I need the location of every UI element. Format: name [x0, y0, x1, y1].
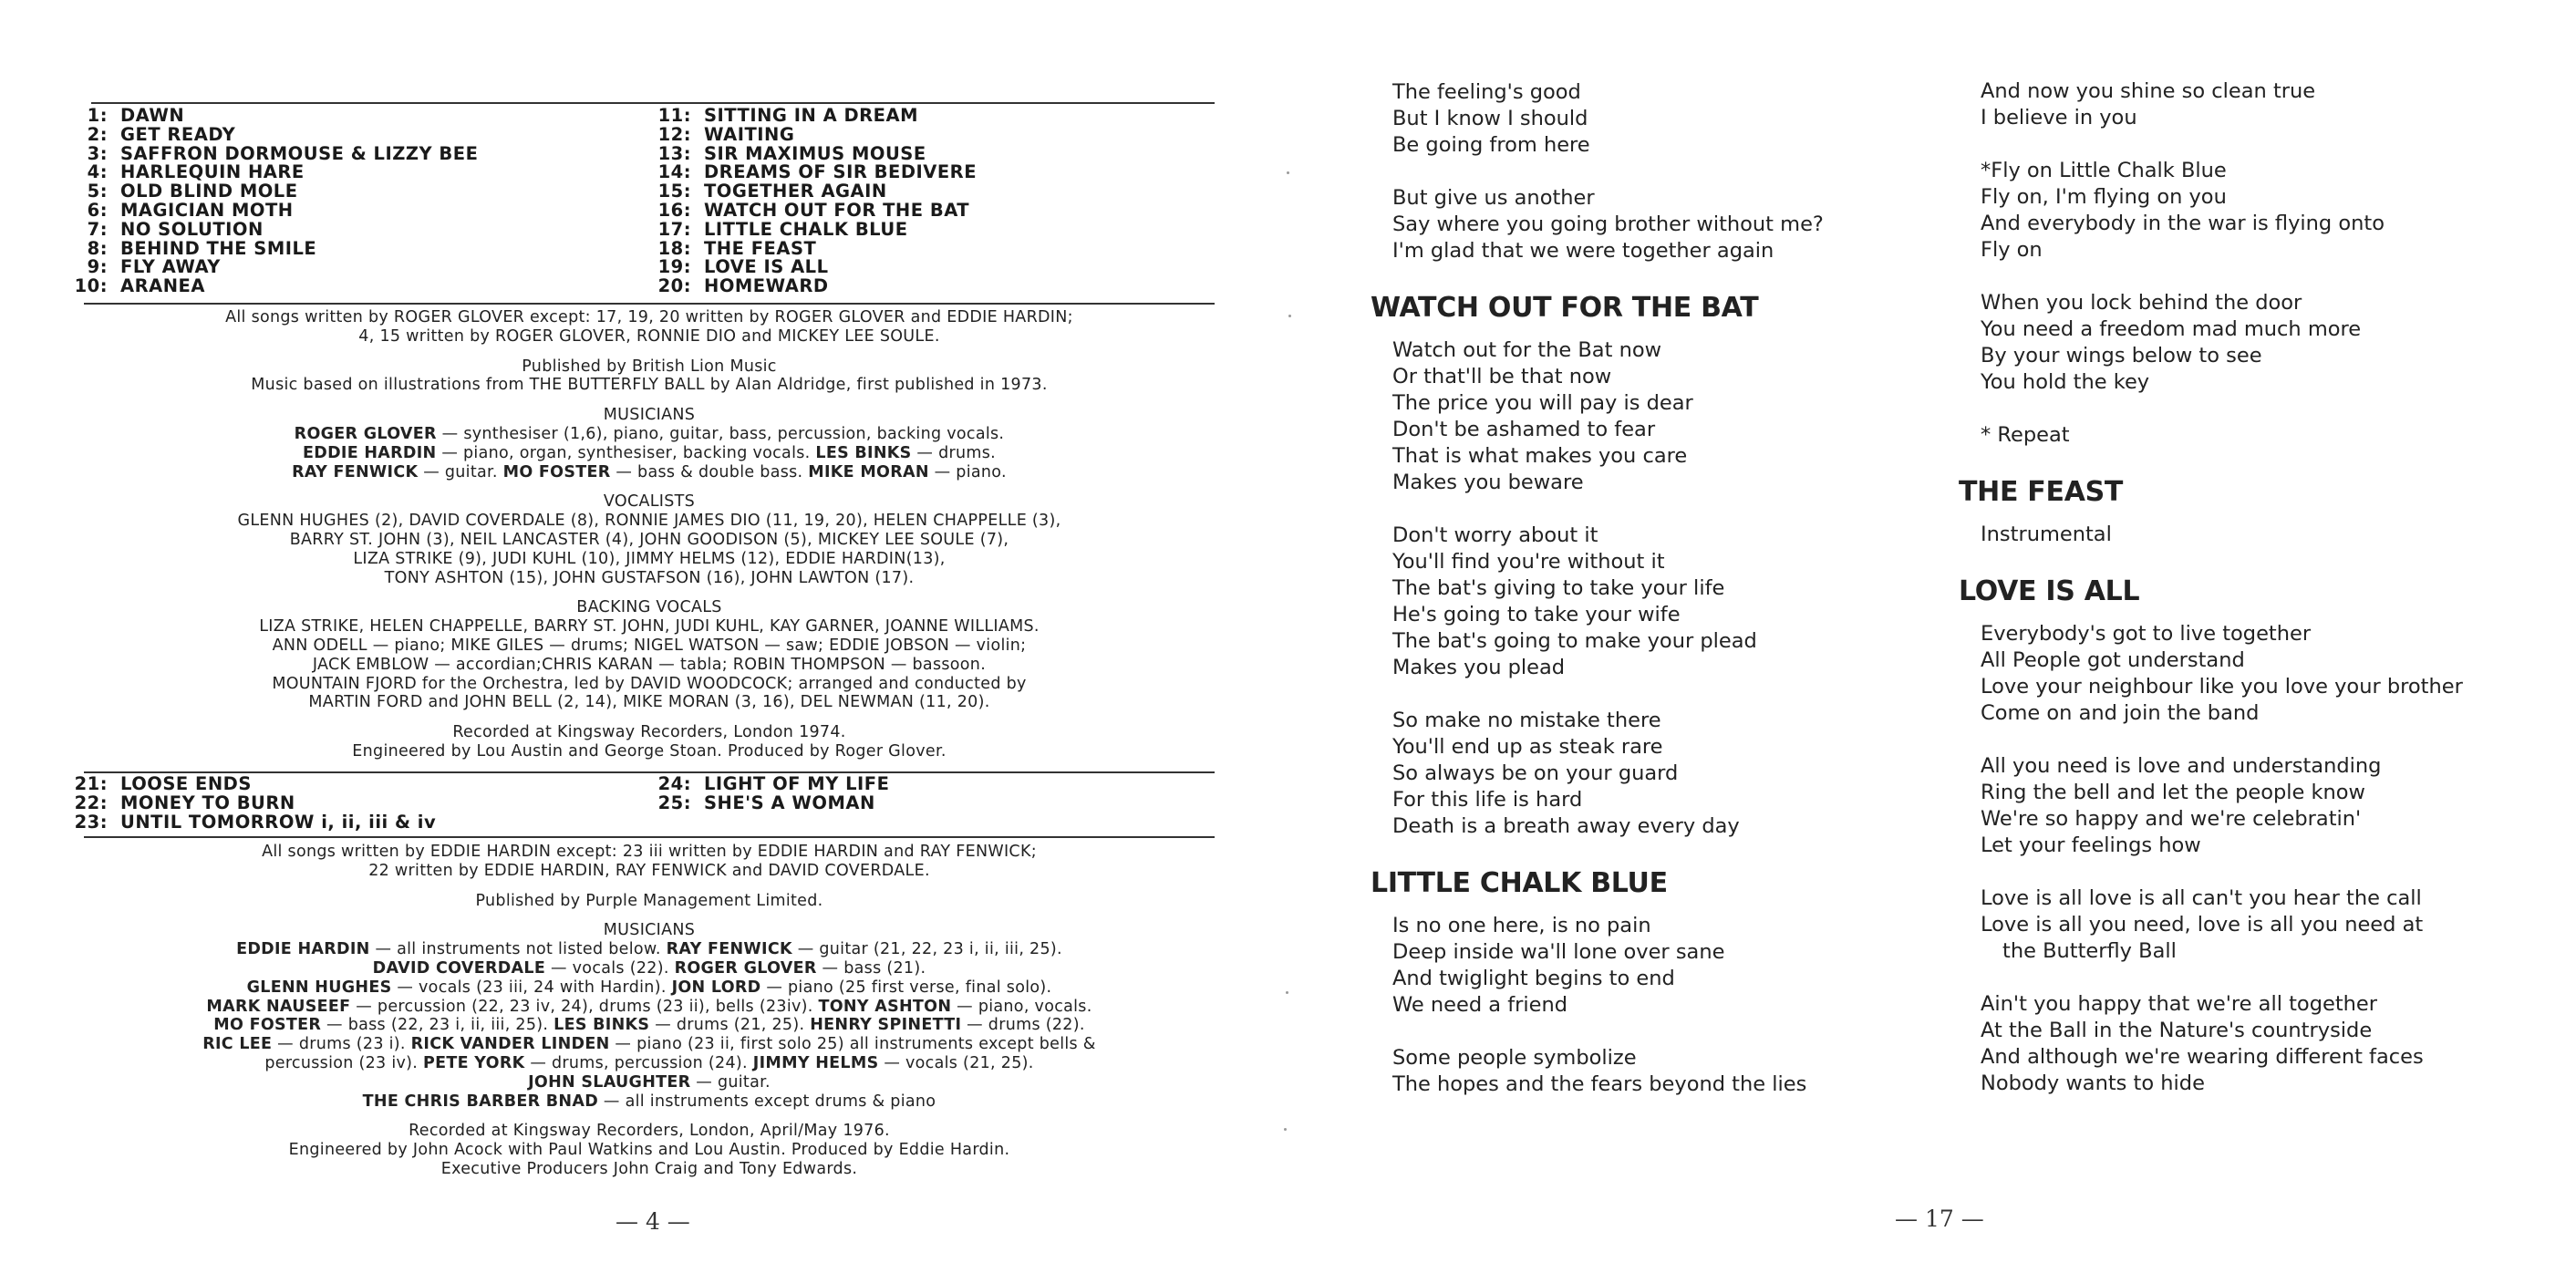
credit-line: [84, 1016, 1215, 1035]
lyric-line: And although we're wearing different faces: [1981, 1045, 2424, 1069]
stanza: [1981, 621, 2463, 727]
credits-1976: [84, 843, 1215, 1179]
musician-name: LES BINKS: [553, 1016, 650, 1035]
credit-line: [84, 978, 1215, 998]
lyric-line: Don't worry about it: [1392, 523, 1598, 547]
musician-name: JON LORD: [671, 978, 761, 997]
lyric-line: Or that'll be that now: [1392, 365, 1612, 388]
track-item: [638, 237, 977, 259]
track-title: WATCH OUT FOR THE BAT: [704, 199, 970, 221]
track-item: [55, 142, 479, 164]
track-item: [638, 107, 977, 126]
musician-role: — bass (22, 23 i, ii, iii, 25).: [321, 1016, 554, 1035]
stanza: [1981, 522, 2463, 548]
musician-role: — vocals (23 iii, 24 with Hardin).: [391, 978, 672, 997]
musician-name: MIKE MORAN: [808, 462, 929, 481]
musician-role: — synthesiser (1,6), piano, guitar, bass, percussion, backing vocals.: [436, 424, 1005, 443]
musicians-list: [84, 940, 1215, 1111]
credit-line: [84, 959, 1215, 978]
lyric-line: Don't be ashamed to fear: [1392, 418, 1656, 441]
musician-name: PETE YORK: [423, 1053, 525, 1072]
musician-role: — drums (23 i).: [272, 1035, 411, 1054]
musician-name: RIC LEE: [202, 1035, 273, 1054]
song-title: LITTLE CHALK BLUE: [1371, 867, 1668, 899]
lyric-line: So make no mistake there: [1392, 709, 1661, 732]
musician-role: percussion (23 iv).: [264, 1053, 424, 1072]
musician-role: — vocals (21, 25).: [878, 1053, 1034, 1072]
lyric-line: For this life is hard: [1392, 788, 1583, 812]
credit-line: [84, 1035, 1215, 1054]
credit-line: [84, 1054, 1215, 1073]
track-title: MONEY TO BURN: [120, 792, 295, 813]
engineered-line: Engineered by John Acock with Paul Watkins and Lou Austin. Produced by Eddie Hardin.: [288, 1141, 1010, 1160]
musician-role: — drums (21, 25).: [649, 1016, 811, 1035]
track-title: LITTLE CHALK BLUE: [704, 218, 908, 240]
lyric-line: I'm glad that we were together again: [1392, 239, 1774, 263]
publisher-line: Published by Purple Management Limited.: [475, 891, 823, 910]
track-title: HARLEQUIN HARE: [120, 161, 305, 183]
stanza: [1392, 708, 1824, 840]
track-item: [55, 163, 478, 182]
track-title: LOOSE ENDS: [120, 773, 252, 794]
track-item: [55, 775, 436, 794]
musician-name: LES BINKS: [815, 443, 912, 462]
scan-speck: [1288, 315, 1291, 317]
musician-role: — vocals (22).: [545, 958, 675, 978]
lyric-line: Ring the bell and let the people know: [1981, 781, 2365, 804]
stanza: [1392, 185, 1824, 264]
stanza: [1392, 1045, 1824, 1098]
stanza: [1981, 78, 2463, 131]
musicians-list: [84, 425, 1215, 481]
track-item: [638, 182, 977, 202]
tracklist-2-second: [638, 775, 889, 813]
track-number: 16:: [657, 199, 691, 221]
track-item: [638, 258, 977, 277]
tracklist-first-half: [55, 107, 478, 296]
vocalist-line: TONY ASHTON (15), JOHN GUSTAFSON (16), JOHN LAWTON (17).: [384, 568, 915, 587]
musician-name: RAY FENWICK: [292, 462, 419, 481]
track-item: [638, 142, 977, 164]
vocalists-list: [84, 512, 1215, 587]
musician-name: DAVID COVERDALE: [372, 958, 546, 978]
lyric-line: Deep inside wa'll lone over sane: [1392, 940, 1725, 964]
credit-line: [84, 425, 1215, 444]
lyric-line: Nobody wants to hide: [1981, 1071, 2205, 1095]
lyric-line: the Butterfly Ball: [2002, 939, 2177, 963]
lyric-line: Fly on, I'm flying on you: [1981, 185, 2227, 209]
stanza: [1981, 158, 2463, 264]
lyric-line: Is no one here, is no pain: [1392, 914, 1651, 937]
track-item: [55, 794, 436, 813]
musician-role: — drums, percussion (24).: [524, 1053, 753, 1072]
track-title: WAITING: [704, 123, 795, 145]
musician-name: MARK NAUSEEF: [206, 997, 351, 1016]
vocalist-line: GLENN HUGHES (2), DAVID COVERDALE (8), RONNIE JAMES DIO (11, 19, 20), HELEN CHAPPELLE (3),: [237, 512, 1061, 531]
lyric-line: Ain't you happy that we're all together: [1981, 992, 2377, 1016]
track-number: 24:: [657, 773, 691, 794]
credit-line: [84, 444, 1215, 463]
track-number: 22:: [74, 792, 108, 813]
lyric-line: The price you will pay is dear: [1392, 391, 1693, 415]
lyric-line: Love is all you need, love is all you need at: [1981, 913, 2424, 937]
backing-line: JACK EMBLOW — accordian;CHRIS KARAN — tabla; ROBIN THOMPSON — bassoon.: [312, 655, 987, 674]
lyric-line: You need a freedom mad much more: [1981, 317, 2362, 341]
track-number: 5:: [87, 181, 108, 202]
musician-name: MO FOSTER: [213, 1016, 322, 1035]
tracklist-second-half: [638, 107, 977, 296]
credit-line: [84, 1073, 1215, 1092]
track-number: 13:: [657, 142, 691, 164]
lyric-line: You hold the key: [1981, 370, 2150, 394]
backing-vocals-heading: BACKING VOCALS: [576, 598, 722, 617]
stanza: [1981, 290, 2463, 396]
lyric-line: And now you shine so clean true: [1981, 79, 2316, 103]
track-item: [638, 277, 977, 296]
track-title: UNTIL TOMORROW i, ii, iii & iv: [120, 811, 437, 833]
track-number: 14:: [657, 161, 691, 183]
vocalist-line: LIZA STRIKE (9), JUDI KUHL (10), JIMMY HELMS (12), EDDIE HARDIN(13),: [353, 549, 946, 568]
tracklist-divider-rule: [84, 303, 1215, 305]
track-title: HOMEWARD: [704, 275, 829, 297]
track-title: TOGETHER AGAIN: [704, 181, 887, 202]
lyric-line: You'll end up as steak rare: [1392, 735, 1663, 759]
track-item: [638, 199, 977, 221]
lyric-line: But I know I should: [1392, 107, 1588, 130]
backing-line: MOUNTAIN FJORD for the Orchestra, led by DAVID WOODCOCK; arranged and conducted by: [272, 674, 1027, 693]
track-number: 17:: [657, 218, 691, 240]
track-item: [55, 237, 478, 259]
lyric-line: I believe in you: [1981, 106, 2137, 129]
musician-role: — all instruments except drums & piano: [598, 1092, 936, 1111]
lyric-line: The hopes and the fears beyond the lies: [1392, 1072, 1807, 1096]
lyric-line: The bat's going to make your plead: [1392, 629, 1757, 653]
track-title: DAWN: [120, 105, 185, 126]
lyric-line: We need a friend: [1392, 993, 1568, 1017]
lyric-line: By your wings below to see: [1981, 344, 2262, 367]
track-number: 7:: [87, 218, 108, 240]
musician-name: GLENN HUGHES: [246, 978, 392, 997]
right-page: [1288, 0, 2576, 1273]
musician-role: — drums.: [911, 443, 997, 462]
musicians-heading: MUSICIANS: [603, 406, 696, 425]
tracklist-2-first: [55, 775, 436, 832]
track-title: GET READY: [120, 123, 236, 145]
track-number: 2:: [87, 123, 108, 145]
track-item: [55, 813, 436, 833]
credit-line: [84, 1092, 1215, 1112]
lyric-line: All People got understand: [1981, 648, 2245, 672]
backing-line: MARTIN FORD and JOHN BELL (2, 14), MIKE MORAN (3, 16), DEL NEWMAN (11, 20).: [308, 693, 990, 712]
lyric-line: * Repeat: [1981, 423, 2070, 447]
lyric-line: Fly on: [1981, 238, 2043, 262]
stanza: [1981, 753, 2463, 859]
track-title: SITTING IN A DREAM: [704, 105, 918, 126]
track-item: [638, 794, 889, 813]
lyric-line: But give us another: [1392, 186, 1595, 210]
track-title: THE FEAST: [704, 237, 817, 259]
recorded-line: Recorded at Kingsway Recorders, London 1974.: [452, 723, 846, 742]
lyric-line: Say where you going brother without me?: [1392, 212, 1824, 236]
scan-speck: [1284, 1128, 1287, 1131]
backing-line: LIZA STRIKE, HELEN CHAPPELLE, BARRY ST. JOHN, JUDI KUHL, KAY GARNER, JOANNE WILLIAMS.: [259, 617, 1040, 636]
musician-role: — guitar.: [418, 462, 503, 481]
lyrics-column-left: [1371, 79, 1824, 1124]
musician-name: EDDIE HARDIN: [302, 443, 437, 462]
musician-name: MO FOSTER: [502, 462, 611, 481]
track-number: 9:: [87, 256, 108, 278]
track-item: [638, 123, 977, 145]
musician-name: RICK VANDER LINDEN: [410, 1035, 610, 1054]
source-line: Music based on illustrations from THE BUTTERFLY BALL by Alan Aldridge, first published in 1973.: [251, 376, 1048, 395]
lyric-line: And twiglight begins to end: [1392, 967, 1675, 990]
track-number: 23:: [74, 811, 108, 833]
lyric-line: He's going to take your wife: [1392, 603, 1681, 626]
scan-speck: [1287, 171, 1289, 174]
musician-name: RAY FENWICK: [666, 940, 792, 959]
musician-name: ROGER GLOVER: [674, 958, 817, 978]
stanza: [1981, 991, 2463, 1097]
track-title: SAFFRON DORMOUSE & LIZZY BEE: [120, 142, 479, 164]
track-title: SIR MAXIMUS MOUSE: [704, 142, 926, 164]
musician-name: JIMMY HELMS: [752, 1053, 879, 1072]
backing-vocals-list: [84, 617, 1215, 712]
lyric-line: Everybody's got to live together: [1981, 622, 2312, 646]
lyric-line: The feeling's good: [1392, 80, 1581, 104]
musician-role: — piano, vocals.: [951, 997, 1092, 1016]
track-number: 19:: [657, 256, 691, 278]
scan-speck: [1286, 991, 1288, 994]
page-number: — 17 —: [1895, 1206, 1984, 1232]
musician-role: — piano, organ, synthesiser, backing vocals.: [436, 443, 816, 462]
musician-role: — piano (25 first verse, final solo).: [760, 978, 1052, 997]
track-title: LIGHT OF MY LIFE: [704, 773, 890, 794]
track-number: 11:: [657, 105, 691, 126]
lyric-line: All you need is love and understanding: [1981, 754, 2382, 778]
top-rule: [91, 102, 1215, 104]
track-number: 8:: [87, 237, 108, 259]
lyric-line: Love is all love is all can't you hear the call: [1981, 886, 2422, 910]
track-number: 15:: [657, 181, 691, 202]
written-by-line: All songs written by ROGER GLOVER except: 17, 19, 20 written by ROGER GLOVER and EDDIE HARDIN;: [225, 308, 1073, 326]
musician-name: THE CHRIS BARBER BNAD: [362, 1092, 599, 1111]
lyric-line: Come on and join the band: [1981, 701, 2260, 725]
musician-role: — all instruments not listed below.: [369, 940, 667, 959]
lyric-line: Death is a breath away every day: [1392, 814, 1740, 838]
musician-name: EDDIE HARDIN: [236, 940, 370, 959]
stanza: [1981, 885, 2463, 965]
track-number: 3:: [87, 142, 108, 164]
lyric-line: *Fly on Little Chalk Blue: [1981, 159, 2227, 182]
track-title: LOVE IS ALL: [704, 256, 829, 278]
track-item: [638, 775, 889, 794]
lyric-line: Makes you beware: [1392, 471, 1584, 494]
lyric-line: When you lock behind the door: [1981, 291, 2302, 315]
track-item: [638, 163, 977, 182]
track-item: [55, 218, 478, 240]
lyrics-column-right: [1959, 78, 2463, 1123]
lyric-line: So always be on your guard: [1392, 761, 1679, 785]
musician-name: TONY ASHTON: [818, 997, 952, 1016]
track-number: 18:: [657, 237, 691, 259]
lyric-line: Some people symbolize: [1392, 1046, 1637, 1070]
backing-line: ANN ODELL — piano; MIKE GILES — drums; NIGEL WATSON — saw; EDDIE JOBSON — violin;: [272, 636, 1027, 655]
track-item: [638, 218, 977, 240]
written-by-line: 4, 15 written by ROGER GLOVER, RONNIE DIO and MICKEY LEE SOULE.: [358, 326, 940, 346]
stanza: [1392, 913, 1824, 1019]
lyric-line: Be going from here: [1392, 133, 1590, 157]
track-item: [55, 182, 478, 202]
track-title: ARANEA: [120, 275, 205, 297]
lyric-line: And everybody in the war is flying onto: [1981, 212, 2385, 235]
track-title: OLD BLIND MOLE: [120, 181, 298, 202]
stanza: [1392, 79, 1824, 159]
musician-name: HENRY SPINETTI: [810, 1016, 962, 1035]
second-album-top-rule: [84, 771, 1215, 773]
musician-name: ROGER GLOVER: [294, 424, 437, 443]
song-title: LOVE IS ALL: [1959, 575, 2140, 607]
credit-line: [84, 940, 1215, 959]
stanza: [1392, 523, 1824, 681]
musician-role: — bass & double bass.: [610, 462, 809, 481]
lyric-line: The bat's giving to take your life: [1392, 576, 1725, 600]
written-by-line: All songs written by EDDIE HARDIN except: 23 iii written by EDDIE HARDIN and RAY FENWICK;: [262, 843, 1037, 861]
lyric-line: Instrumental: [1981, 523, 2112, 546]
lyric-line: That is what makes you care: [1392, 444, 1688, 468]
musician-role: — piano.: [928, 462, 1007, 481]
second-album-bottom-rule: [84, 836, 1215, 838]
stanza: [1392, 337, 1824, 496]
track-number: 25:: [657, 792, 691, 813]
credit-line: [84, 998, 1215, 1017]
musician-role: — bass (21).: [816, 958, 926, 978]
track-number: 6:: [87, 199, 108, 221]
track-number: 10:: [74, 275, 108, 297]
track-number: 12:: [657, 123, 691, 145]
recorded-line: Recorded at Kingsway Recorders, London, April/May 1976.: [409, 1122, 890, 1141]
track-item: [55, 199, 478, 221]
credits-1974: [84, 308, 1215, 761]
song-title: WATCH OUT FOR THE BAT: [1371, 292, 1759, 324]
lyric-line: Watch out for the Bat now: [1392, 338, 1661, 362]
track-title: MAGICIAN MOTH: [120, 199, 294, 221]
vocalists-heading: VOCALISTS: [603, 492, 696, 512]
credit-line: [84, 463, 1215, 482]
musician-name: JOHN SLAUGHTER: [528, 1072, 691, 1092]
track-item: [55, 258, 478, 277]
track-item: [55, 123, 478, 145]
musician-role: — piano (23 ii, first solo 25) all instruments except bells &: [609, 1035, 1096, 1054]
track-title: DREAMS OF SIR BEDIVERE: [704, 161, 978, 183]
musician-role: — guitar.: [690, 1072, 771, 1092]
lyric-line: You'll find you're without it: [1392, 550, 1665, 574]
publisher-line: Published by British Lion Music: [522, 357, 777, 376]
track-item: [55, 107, 478, 126]
lyric-line: We're so happy and we're celebratin': [1981, 807, 2362, 831]
executive-producers-line: Executive Producers John Craig and Tony Edwards.: [440, 1159, 858, 1178]
musician-role: — guitar (21, 22, 23 i, ii, iii, 25).: [791, 940, 1062, 959]
lyric-line: At the Ball in the Nature's countryside: [1981, 1019, 2373, 1042]
track-number: 1:: [87, 105, 108, 126]
lyric-line: Makes you plead: [1392, 656, 1566, 679]
song-title: THE FEAST: [1959, 476, 2124, 508]
track-title: NO SOLUTION: [120, 218, 264, 240]
track-number: 4:: [87, 161, 108, 183]
track-item: [55, 277, 478, 296]
engineered-line: Engineered by Lou Austin and George Stoan. Produced by Roger Glover.: [352, 741, 947, 761]
lyric-line: Love your neighbour like you love your brother: [1981, 675, 2463, 699]
written-by-line: 22 written by EDDIE HARDIN, RAY FENWICK and DAVID COVERDALE.: [368, 861, 930, 880]
musician-role: — drums (22).: [961, 1016, 1085, 1035]
track-number: 20:: [657, 275, 691, 297]
lyric-line: Let your feelings how: [1981, 833, 2201, 857]
track-title: FLY AWAY: [120, 256, 221, 278]
stanza: [1981, 422, 2463, 449]
vocalist-line: BARRY ST. JOHN (3), NEIL LANCASTER (4), JOHN GOODISON (5), MICKEY LEE SOULE (7),: [289, 530, 1009, 549]
musician-role: — percussion (22, 23 iv, 24), drums (23 ii), bells (23iv).: [350, 997, 819, 1016]
track-title: SHE'S A WOMAN: [704, 792, 875, 813]
track-number: 21:: [74, 773, 108, 794]
page-number: — 4 —: [616, 1208, 690, 1235]
musicians-heading: MUSICIANS: [603, 921, 696, 940]
track-title: BEHIND THE SMILE: [120, 237, 317, 259]
